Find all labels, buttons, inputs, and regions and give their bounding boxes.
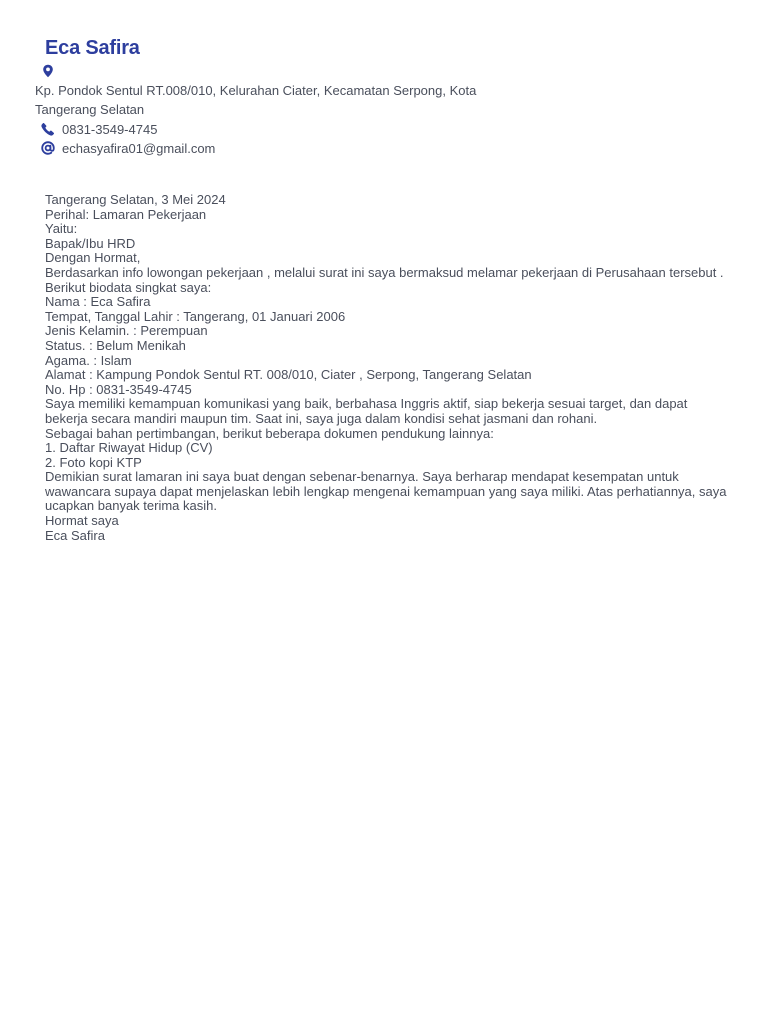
skills-paragraph: Saya memiliki kemampuan komunikasi yang baik, berbahasa Inggris aktif, siap bekerja sesuai target, dan dapat bekerja secara mandiri maupun tim. Saat ini, saya juga dalam kondisi sehat jasmani dan rohani. — [45, 396, 688, 426]
email-contact — [40, 139, 215, 157]
sign-off: Hormat saya — [45, 513, 119, 529]
closing-paragraph: Demikian surat lamaran ini saya buat dengan sebenar-benarnya. Saya berharap mendapat kesempatan untuk wawancara supaya dapat menjelaskan lebih lengkap mengenai kemampuan yang saya miliki. Atas perhatiannya, saya ucapkan banyak terima kasih. — [45, 469, 727, 514]
letter-body — [45, 193, 730, 543]
letter-subject: Perihal: Lamaran Pekerjaan — [45, 206, 207, 222]
biodata-status: Status. : Belum Menikah — [45, 337, 186, 353]
applicant-name: Eca Safira — [45, 37, 140, 59]
phone-icon — [40, 121, 56, 137]
intro-paragraph: Berdasarkan info lowongan pekerjaan , melalui surat ini saya bermaksud melamar pekerjaan di Perusahaan tersebut . — [45, 264, 724, 280]
sender-address: Kp. Pondok Sentul RT.008/010, Kelurahan Ciater, Kecamatan Serpong, Kota Tangerang Selatan — [35, 83, 477, 117]
phone-contact — [40, 120, 157, 138]
document-item: 1. Daftar Riwayat Hidup (CV) — [45, 440, 213, 456]
email-address: echasyafira01@gmail.com — [62, 140, 216, 156]
biodata-intro: Berikut biodata singkat saya: — [45, 279, 212, 295]
place-date: Tangerang Selatan, 3 Mei 2024 — [45, 192, 226, 207]
greeting: Dengan Hormat, — [45, 250, 141, 266]
documents-intro: Sebagai bahan pertimbangan, berikut beberapa dokumen pendukung lainnya: — [45, 425, 494, 441]
biodata-birth: Tempat, Tanggal Lahir : Tangerang, 01 Januari 2006 — [45, 308, 346, 324]
biodata-religion: Agama. : Islam — [45, 352, 132, 368]
phone-number: 0831-3549-4745 — [62, 121, 158, 137]
biodata-gender: Jenis Kelamin. : Perempuan — [45, 323, 208, 339]
recipient-label: Yaitu: — [45, 221, 78, 237]
recipient: Bapak/Ibu HRD — [45, 235, 136, 251]
document-item: 2. Foto kopi KTP — [45, 454, 142, 470]
signature-name: Eca Safira — [45, 527, 105, 543]
biodata-phone: No. Hp : 0831-3549-4745 — [45, 381, 192, 397]
biodata-address: Alamat : Kampung Pondok Sentul RT. 008/010, Ciater , Serpong, Tangerang Selatan — [45, 367, 532, 383]
at-sign-icon — [40, 140, 56, 156]
biodata-name: Nama : Eca Safira — [45, 294, 151, 310]
map-pin-icon — [42, 64, 54, 78]
